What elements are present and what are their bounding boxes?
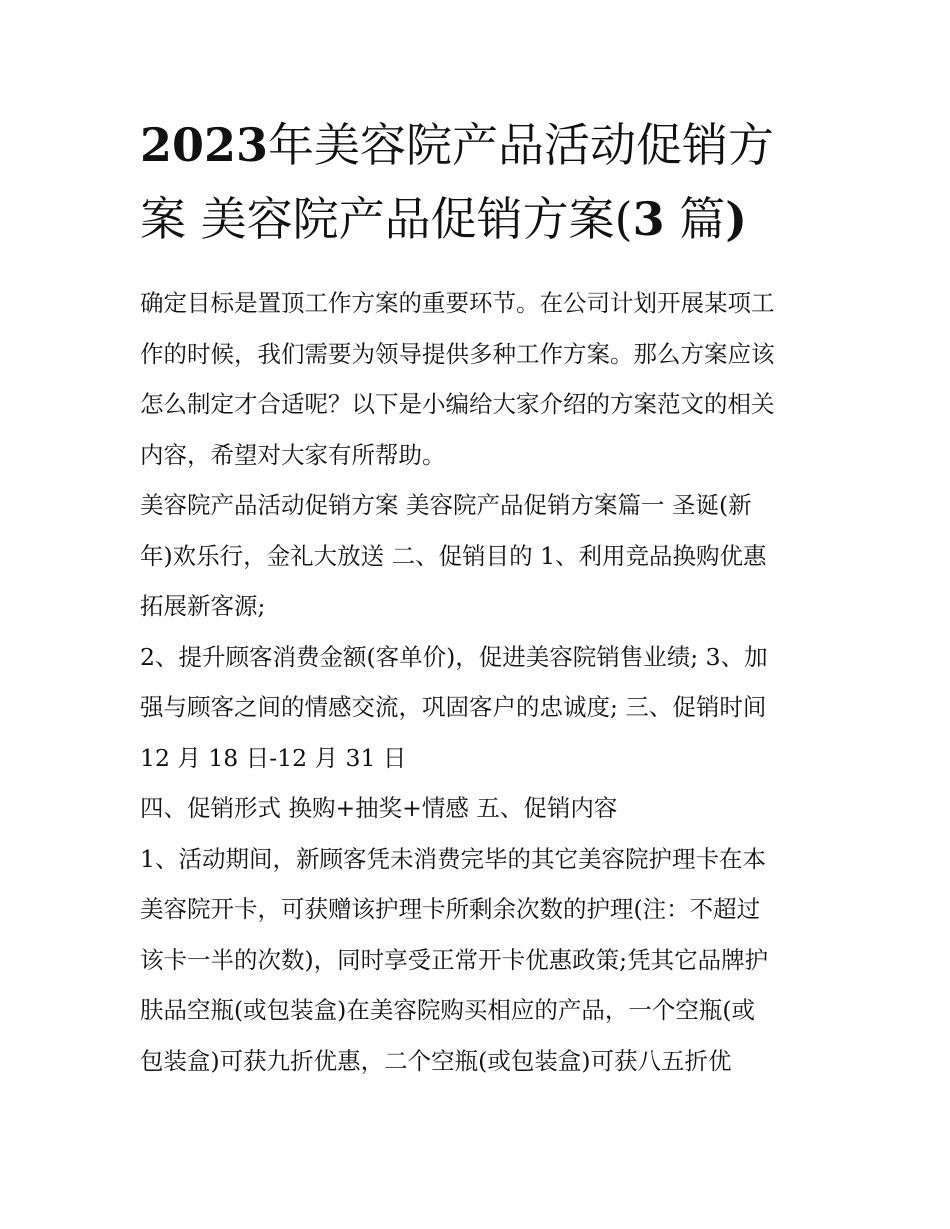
text-line: 该卡一半的次数)，同时享受正常开卡优惠政策;凭其它品牌护	[140, 945, 769, 974]
text-line: 2、提升顾客消费金额(客单价)，促进美容院销售业绩; 3、加	[140, 642, 768, 671]
document-title	[140, 108, 815, 256]
title-text: 年美容院产品活动促销方	[268, 118, 775, 172]
text-line: 12 月 18 日-12 月 31 日	[140, 743, 407, 772]
text-line: 作的时候，我们需要为领导提供多种工作方案。那么方案应该	[140, 339, 775, 368]
text-line: 内容，希望对大家有所帮助。	[140, 440, 446, 469]
text-line: 确定目标是置顶工作方案的重要环节。在公司计划开展某项工	[140, 289, 775, 317]
paragraph	[140, 480, 815, 632]
paragraph	[140, 783, 815, 834]
document-page	[140, 108, 815, 1086]
text-line: 美容院开卡，可获赠该护理卡所剩余次数的护理(注：不超过	[140, 895, 761, 923]
text-line: 拓展新客源;	[140, 592, 266, 620]
title-line-2	[140, 182, 815, 256]
paragraph	[140, 632, 815, 784]
text-line: 包装盒)可获九折优惠，二个空瓶(或包装盒)可获八五折优	[140, 1046, 732, 1075]
text-line: 强与顾客之间的情感交流，巩固客户的忠诚度; 三、促销时间	[140, 693, 767, 721]
text-line: 美容院产品活动促销方案 美容院产品促销方案篇一 圣诞(新	[140, 491, 752, 519]
document-body	[140, 278, 815, 1086]
title-year: 2023	[140, 118, 269, 172]
text-line: 肤品空瓶(或包装盒)在美容院购买相应的产品，一个空瓶(或	[140, 996, 756, 1024]
title-text: 案 美容院产品促销方案(	[140, 192, 633, 246]
text-line: 怎么制定才合适呢？以下是小编给大家介绍的方案范文的相关	[140, 390, 775, 418]
paragraph	[140, 278, 815, 480]
title-text: 篇	[664, 192, 726, 246]
text-line: 四、促销形式 换购+抽奖+情感 五、促销内容	[140, 794, 618, 822]
text-line: 年)欢乐行，金礼大放送 二、促销目的 1、利用竞品换购优惠	[140, 541, 767, 570]
title-line-1	[140, 108, 815, 182]
text-line: 1、活动期间，新顾客凭未消费完毕的其它美容院护理卡在本	[140, 844, 766, 873]
title-count: 3	[632, 192, 665, 246]
paragraph	[140, 834, 815, 1087]
title-paren: )	[725, 192, 747, 246]
